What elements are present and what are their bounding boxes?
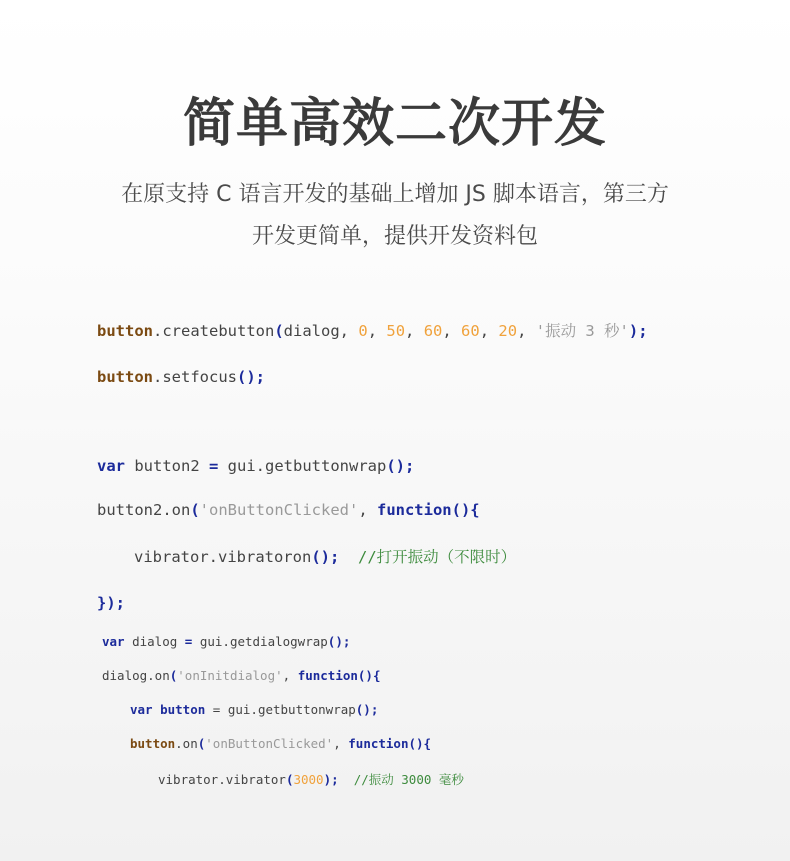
code-token: .createbutton bbox=[153, 322, 275, 340]
code-token: = bbox=[209, 457, 219, 475]
code-token: .setfocus bbox=[153, 368, 237, 386]
code-token: (){ bbox=[357, 668, 381, 683]
code-token: , bbox=[282, 668, 298, 683]
code-token: dialog bbox=[283, 322, 340, 340]
code-token: ( bbox=[285, 772, 294, 787]
code-token: ( bbox=[190, 501, 200, 519]
code-token: (); bbox=[355, 702, 379, 717]
code-token: .on bbox=[175, 736, 198, 751]
code-token: (); bbox=[311, 548, 340, 566]
subtitle-line-2: 开发更简单，提供开发资料包 bbox=[251, 224, 538, 249]
code-token: button bbox=[130, 736, 176, 751]
code-token: (); bbox=[327, 634, 351, 649]
code-token: dialog bbox=[124, 634, 185, 649]
code-line-4 bbox=[97, 499, 480, 521]
code-line-7 bbox=[102, 633, 350, 651]
page-title: 简单高效二次开发 bbox=[182, 94, 607, 154]
code-token: 'onButtonClicked' bbox=[205, 736, 334, 751]
code-token: var bbox=[97, 457, 125, 475]
code-token: gui.getbuttonwrap bbox=[218, 457, 387, 475]
code-line-1 bbox=[97, 320, 648, 342]
code-token: , bbox=[367, 322, 387, 340]
code-line-9 bbox=[130, 701, 378, 719]
code-token: , bbox=[479, 322, 499, 340]
code-line-3 bbox=[97, 455, 414, 477]
code-token: (){ bbox=[451, 501, 480, 519]
code-token: , bbox=[358, 501, 377, 519]
code-token: button2 bbox=[125, 457, 209, 475]
code-token: function bbox=[297, 668, 358, 683]
code-token: , bbox=[517, 322, 536, 340]
code-line-6 bbox=[97, 592, 125, 614]
code-token bbox=[153, 702, 161, 717]
code-token: button bbox=[97, 322, 153, 340]
code-line-11 bbox=[158, 771, 464, 789]
code-token: '振动 3 秒' bbox=[535, 322, 629, 340]
code-token: 50 bbox=[386, 322, 406, 340]
code-line-2 bbox=[97, 366, 265, 388]
code-token: var bbox=[102, 634, 125, 649]
code-line-5 bbox=[134, 546, 516, 568]
code-token: = bbox=[205, 702, 228, 717]
code-token: 60 bbox=[423, 322, 443, 340]
code-token: 0 bbox=[358, 322, 368, 340]
code-token: function bbox=[376, 501, 452, 519]
code-token: dialog.on bbox=[102, 668, 170, 683]
code-line-10 bbox=[130, 735, 431, 753]
code-token: 20 bbox=[498, 322, 518, 340]
code-token: ); bbox=[628, 322, 648, 340]
code-token: 'onInitdialog' bbox=[177, 668, 283, 683]
code-token: button2.on bbox=[97, 501, 191, 519]
code-token: , bbox=[339, 322, 359, 340]
code-token: , bbox=[405, 322, 424, 340]
code-token: vibrator.vibrator bbox=[158, 772, 286, 787]
code-comment: //打开振动（不限时） bbox=[357, 548, 517, 566]
code-token: var bbox=[130, 702, 153, 717]
code-token: gui.getdialogwrap bbox=[192, 634, 328, 649]
code-token: (); bbox=[386, 457, 415, 475]
code-token: (); bbox=[237, 368, 265, 386]
code-token: gui.getbuttonwrap bbox=[227, 702, 356, 717]
code-token: ( bbox=[169, 668, 178, 683]
code-token: button bbox=[97, 368, 153, 386]
code-token: 3000 bbox=[293, 772, 324, 787]
subtitle-line-1: 在原支持 C 语言开发的基础上增加 JS 脚本语言，第三方 bbox=[121, 182, 669, 207]
code-comment: //振动 3000 毫秒 bbox=[353, 772, 464, 787]
code-token: (){ bbox=[408, 736, 432, 751]
code-token: 'onButtonClicked' bbox=[199, 501, 359, 519]
code-token: ); bbox=[323, 772, 339, 787]
code-token: }); bbox=[97, 594, 125, 612]
code-line-8 bbox=[102, 667, 380, 685]
code-token: vibrator.vibratoron bbox=[134, 548, 312, 566]
code-token: , bbox=[442, 322, 462, 340]
code-token: 60 bbox=[461, 322, 480, 340]
code-token: function bbox=[348, 736, 409, 751]
code-token: , bbox=[333, 736, 349, 751]
code-token: button bbox=[160, 702, 206, 717]
code-token: ( bbox=[197, 736, 206, 751]
code-token: ( bbox=[274, 322, 284, 340]
code-token: = bbox=[184, 634, 193, 649]
